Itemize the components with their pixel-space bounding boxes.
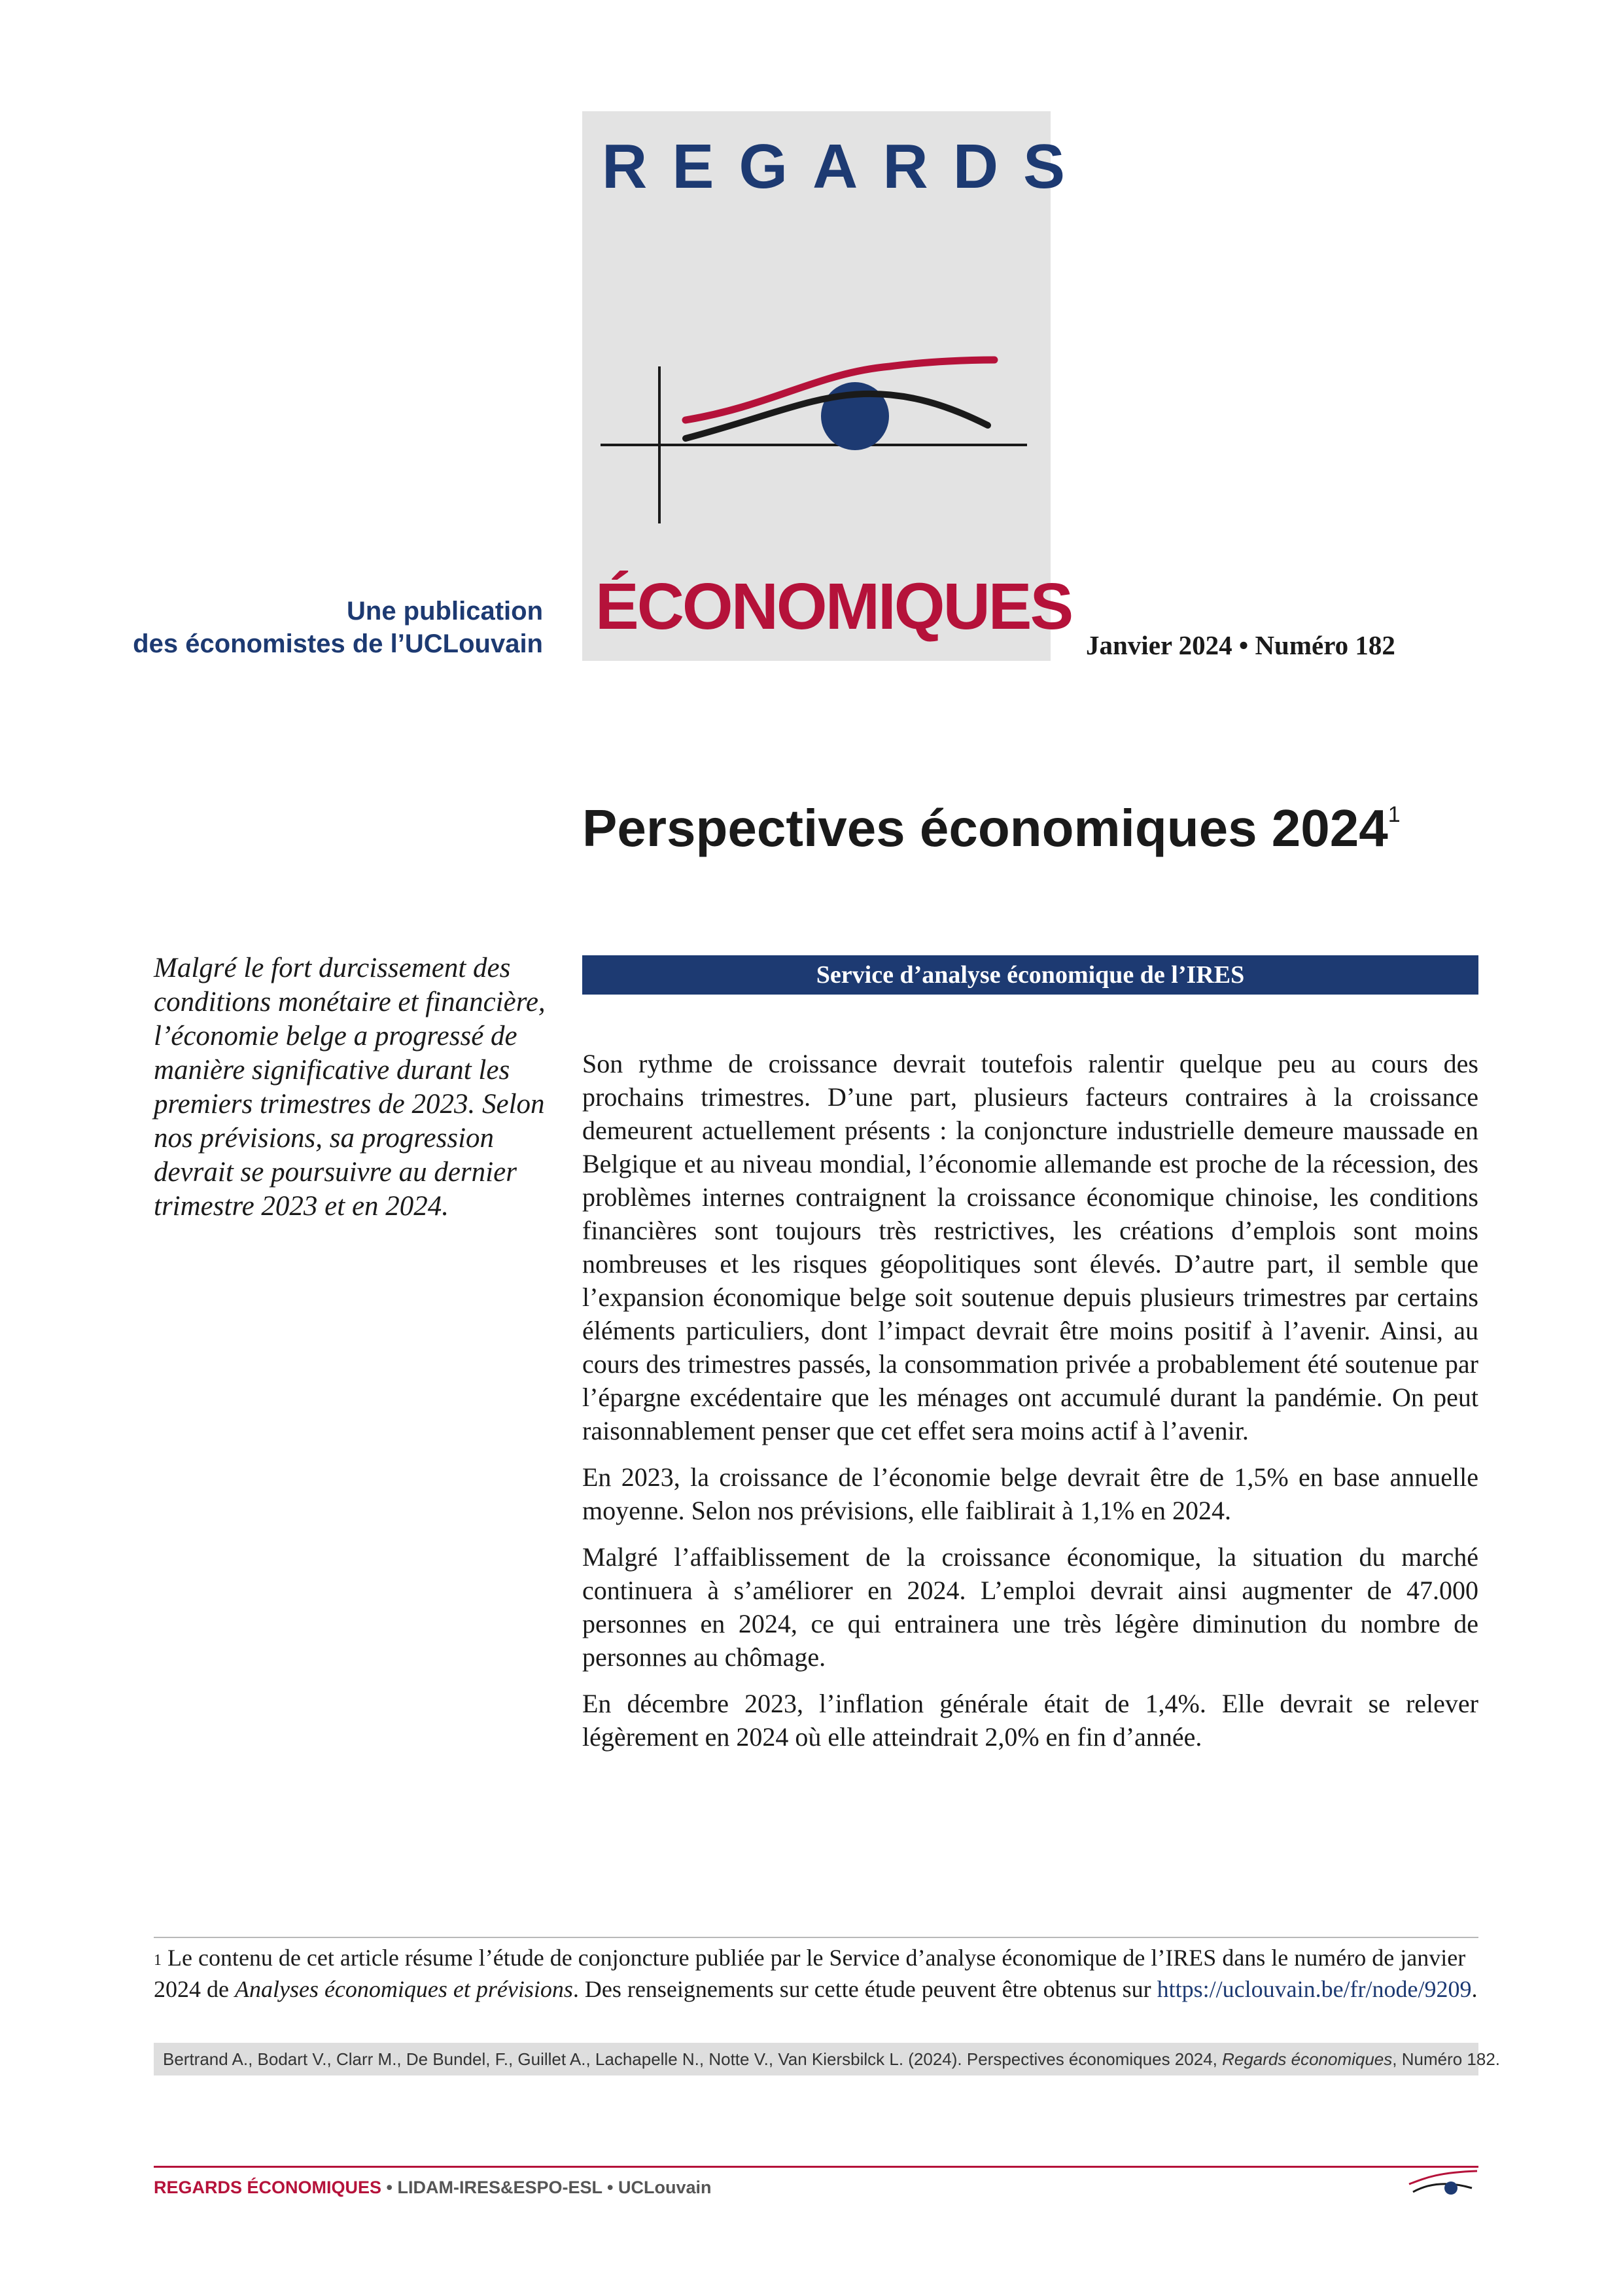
page-title-text: Perspectives économiques 2024	[582, 799, 1388, 857]
author-banner: Service d’analyse économique de l’IRES	[582, 955, 1478, 995]
body-paragraph-4: En décembre 2023, l’inflation générale était de 1,4%. Elle devrait se relever légèrement en 2024 où elle atteindrait 2,0% en fin d’année.	[582, 1689, 1478, 1752]
logo-wordmark-bottom: ÉCONOMIQUES	[595, 570, 1072, 643]
footnote-end: .	[1471, 1976, 1478, 2002]
footnote-text-2: . Des renseignements sur cette étude peuvent être obtenus sur	[572, 1976, 1157, 2002]
citation-journal: Regards économiques	[1222, 2049, 1393, 2069]
footnote-mark: 1	[154, 1952, 162, 1969]
logo	[582, 111, 1091, 661]
footer-brand: REGARDS ÉCONOMIQUES	[154, 2178, 382, 2197]
body-paragraph-3: Malgré l’affaiblissement de la croissance économique, la situation du marché continuera à s’améliorer en 2024. L’emploi devrait ainsi augmenter de 47.000 personnes en 2024, ce qui entrainera une très légère diminution du nombre de personnes au chômage.	[582, 1542, 1478, 1672]
page-title	[582, 798, 1401, 858]
publisher-line-2: des économistes de l’UCLouvain	[133, 629, 543, 658]
body-paragraph-1: Son rythme de croissance devrait toutefois ralentir quelque peu au cours des prochains trimestres. D’une part, plusieurs facteurs contraires à la croissance demeurent actuellement présents : la conjoncture industrielle demeure maussade en Belgique et au niveau mondial, l’économie allemande est proche de la récession, des problèmes internes contraignent la croissance économique chinoise, les conditions financières sont toujours très restrictives, les créations d’emplois sont moins nombreuses et les risques géopolitiques sont élevés. D’autre part, il semble que l’expansion économique belge soit soutenue depuis plusieurs trimestres par certains éléments particuliers, dont l’impact devrait être moins positif à l’avenir. Ainsi, au cours des trimestres passés, la consommation privée a probablement été soutenue par l’épargne excédentaire que les ménages ont accumulé durant la pandémie. On peut raisonnablement penser que cet effet sera moins actif à l’avenir.	[582, 1049, 1478, 1445]
footnote-divider	[154, 1937, 1478, 1938]
article-body	[582, 1047, 1478, 1767]
footnote-link[interactable]: https://uclouvain.be/fr/node/9209	[1157, 1976, 1472, 2002]
footer-divider	[154, 2166, 1478, 2168]
title-footnote-ref: 1	[1387, 802, 1401, 827]
issue-info: Janvier 2024 • Numéro 182	[1086, 630, 1395, 660]
footer-eye-icon	[1400, 2159, 1478, 2199]
abstract: Malgré le fort durcissement des conditions monétaire et financière, l’économie belge a progressé de manière significative durant les premiers trimestres de 2023. Selon nos prévisions, sa progression devrait se poursuivre au dernier trimestre 2023 et en 2024.	[154, 953, 546, 1222]
publisher-line-1: Une publication	[347, 597, 543, 626]
citation-text-1: Bertrand A., Bodart V., Clarr M., De Bundel, F., Guillet A., Lachapelle N., Notte V., Van Kiersbilck L. (2024). Perspectives économiques 2024,	[163, 2049, 1223, 2069]
footnote	[154, 1942, 1478, 2005]
footer-text	[154, 2178, 712, 2198]
footnote-text-1: Le contenu de cet article résume l’étude de conjoncture publiée par le Service d’analyse économique de l’IRES dans le numéro de janvier 2024 de	[154, 1945, 1466, 2002]
footer-affiliations: • LIDAM-IRES&ESPO-ESL • UCLouvain	[381, 2178, 712, 2197]
citation-bar	[154, 2043, 1501, 2075]
citation-text-2: , Numéro 182.	[1392, 2049, 1501, 2069]
footnote-publication-title: Analyses économiques et prévisions	[234, 1976, 573, 2002]
logo-wordmark-top: REGARDS	[602, 132, 1091, 202]
body-paragraph-2: En 2023, la croissance de l’économie belge devrait être de 1,5% en base annuelle moyenne. Selon nos prévisions, elle faiblirait à 1,1% en 2024.	[582, 1462, 1478, 1525]
